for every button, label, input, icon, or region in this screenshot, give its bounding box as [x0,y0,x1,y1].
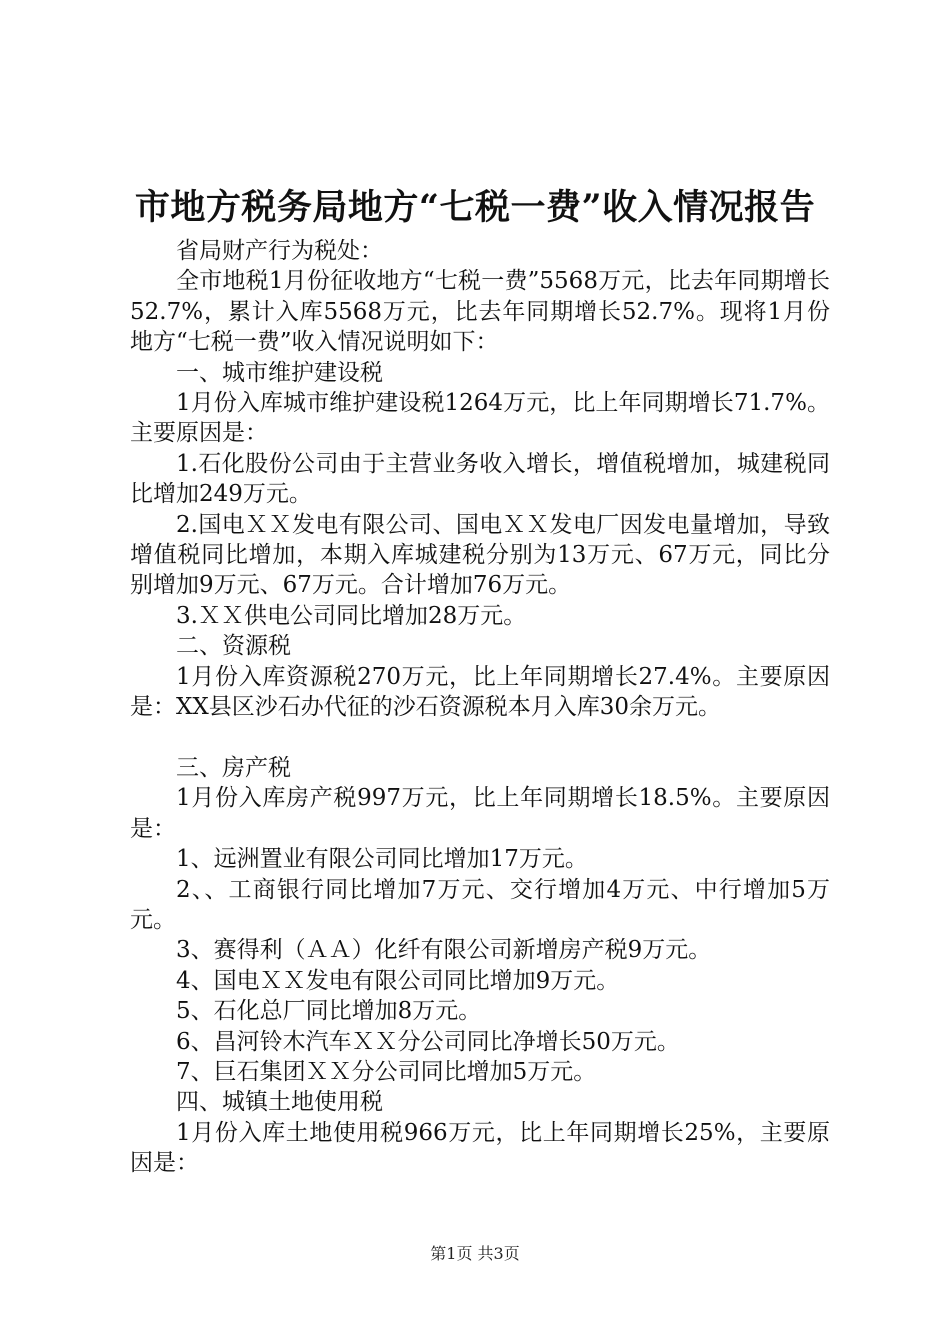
intro-paragraph: 全市地税1月份征收地方“七税一费”5568万元，比去年同期增长52.7%，累计入库5568万元，比去年同期增长52.7%。现将1月份地方“七税一费”收入情况说明如下： [130,268,830,356]
document-body [130,236,830,1179]
section-heading-1: 一、城市维护建设税 [176,359,383,386]
section-3-item-7: 7、巨石集团ＸＸ分公司同比增加5万元。 [176,1058,597,1085]
section-1-summary: 1月份入库城市维护建设税1264万元，比上年同期增长71.7%。主要原因是： [130,390,830,447]
section-4-summary: 1月份入库土地使用税966万元，比上年同期增长25%，主要原因是： [130,1119,830,1177]
section-heading-3: 三、房产税 [176,754,291,781]
section-1-item-2: 2.国电ＸＸ发电有限公司、国电ＸＸ发电厂因发电量增加，导致增值税同比增加，本期入库城建税分别为13万元、67万元，同比分别增加9万元、67万元。合计增加76万元。 [130,511,830,599]
document-title: 市地方税务局地方“七税一费”收入情况报告 [134,187,816,228]
section-3-item-2: 2、、工商银行同比增加7万元、交行增加4万元、中行增加5万元。 [130,876,830,933]
section-3-item-5: 5、石化总厂同比增加8万元。 [176,998,482,1025]
section-heading-4: 四、城镇土地使用税 [176,1089,383,1116]
salutation: 省局财产行为税处： [176,238,383,264]
section-3-summary: 1月份入库房产税997万元，比上年同期增长18.5%。主要原因是： [130,785,830,842]
section-2-summary: 1月份入库资源税270万元，比上年同期增长27.4%。主要原因是：XX县区沙石办代征的沙石资源税本月入库30余万元。 [130,663,830,721]
section-3-item-6: 6、昌河铃木汽车ＸＸ分公司同比净增长50万元。 [176,1028,680,1055]
section-1-item-1: 1.石化股份公司由于主营业务收入增长，增值税增加，城建税同比增加249万元。 [130,450,830,508]
blank-line [130,723,830,753]
section-1-item-3: 3.ＸＸ供电公司同比增加28万元。 [176,602,527,629]
page-number-footer: 第1页 共3页 [430,1244,520,1263]
section-3-item-1: 1、远洲置业有限公司同比增加17万元。 [176,846,588,873]
section-3-item-4: 4、国电ＸＸ发电有限公司同比增加9万元。 [176,967,620,994]
section-heading-2: 二、资源税 [176,633,291,660]
section-3-item-3: 3、赛得利（ＡＡ）化纤有限公司新增房产税9万元。 [176,937,712,964]
